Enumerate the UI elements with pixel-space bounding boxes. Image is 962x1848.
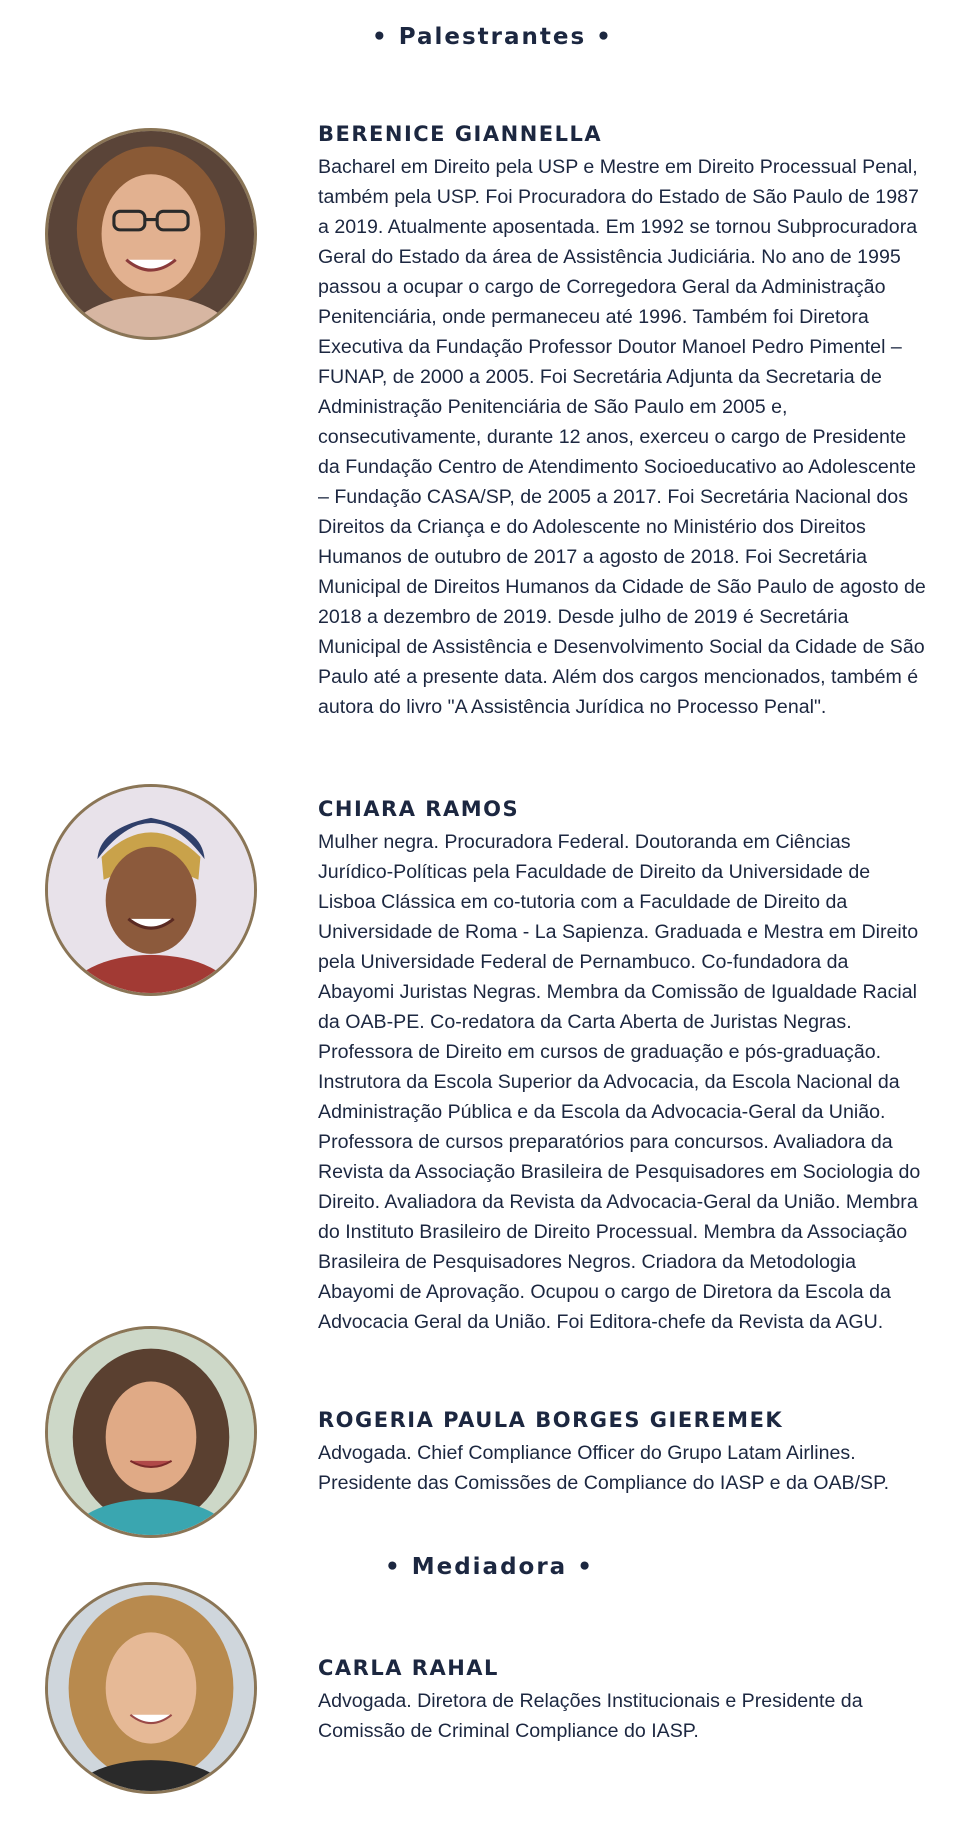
- speaker-description: Bacharel em Direito pela USP e Mestre em Direito Processual Penal, também pela USP. Foi Procuradora do Estado de São Paulo de 1987 a 2019. Atualmente aposentada. Em 1992 se tornou Subprocuradora Geral do Estado da área de Assistência Judiciária. No ano de 1995 passou a ocupar o cargo de Corregedora Geral da Administração Penitenciária, onde permaneceu até 1996. Também foi Diretora Executiva da Fundação Professor Doutor Manoel Pedro Pimentel – FUNAP, de 2000 a 2005. Foi Secretária Adjunta da Secretaria de Administração Penitenciária de São Paulo em 2005 e, consecutivamente, durante 12 anos, exerceu o cargo de Presidente da Fundação Centro de Atendimento Socioeducativo ao Adolescente – Fundação CASA/SP, de 2005 a 2017. Foi Secretária Nacional dos Direitos da Criança e do Adolescente no Ministério dos Direitos Humanos de outubro de 2017 a agosto de 2018. Foi Secretária Municipal de Direitos Humanos da Cidade de São Paulo de agosto de 2018 a dezembro de 2019. Desde julho de 2019 é Secretária Municipal de Assistência e Desenvolvimento Social da Cidade de São Paulo até a presente data. Além dos cargos mencionados, também é autora do livro "A Assistência Jurídica no Processo Penal".: [318, 156, 926, 718]
- speaker-bio-rogeria: [318, 1406, 928, 1498]
- portrait-image: [48, 787, 254, 993]
- mediator-section-title: • Mediadora •: [385, 1554, 594, 1580]
- speaker-description: Advogada. Chief Compliance Officer do Grupo Latam Airlines. Presidente das Comissões de Compliance do IASP e da OAB/SP.: [318, 1442, 890, 1494]
- speaker-bio-chiara: [318, 795, 928, 1337]
- avatar-chiara-ramos: [45, 784, 257, 996]
- speaker-bio-berenice: [318, 120, 928, 722]
- speaker-name: CHIARA RAMOS: [318, 797, 520, 821]
- portrait-image: [48, 1585, 254, 1791]
- speaker-name: ROGERIA PAULA BORGES GIEREMEK: [318, 1408, 784, 1432]
- speakers-section-title: • Palestrantes •: [372, 24, 613, 50]
- avatar-rogeria-gieremek: [45, 1326, 257, 1538]
- speaker-description: Mulher negra. Procuradora Federal. Doutoranda em Ciências Jurídico-Políticas pela Faculdade de Direito da Universidade de Lisboa Clássica em co-tutoria com a Faculdade de Direito da Universidade de Roma - La Sapienza. Graduada e Mestra em Direito pela Universidade Federal de Pernambuco. Co-fundadora da Abayomi Juristas Negras. Membra da Comissão de Igualdade Racial da OAB-PE. Co-redatora da Carta Aberta de Juristas Negras. Professora de Direito em cursos de graduação e pós-graduação. Instrutora da Escola Superior da Advocacia, da Escola Nacional da Administração Pública e da Escola da Advocacia-Geral da União. Professora de cursos preparatórios para concursos. Avaliadora da Revista da Associação Brasileira de Pesquisadores em Sociologia do Direito. Avaliadora da Revista da Advocacia-Geral da União. Membra do Instituto Brasileiro de Direito Processual. Membra da Associação Brasileira de Pesquisadores Negros. Criadora da Metodologia Abayomi de Aprovação. Ocupou o cargo de Diretora da Escola da Advocacia Geral da União. Foi Editora-chefe da Revista da AGU.: [318, 831, 921, 1333]
- portrait-image: [48, 1329, 254, 1535]
- avatar-carla-rahal: [45, 1582, 257, 1794]
- avatar-berenice-giannella: [45, 128, 257, 340]
- portrait-image: [48, 131, 254, 337]
- speaker-name: BERENICE GIANNELLA: [318, 122, 603, 146]
- mediator-description: Advogada. Diretora de Relações Institucionais e Presidente da Comissão de Criminal Compliance do IASP.: [318, 1690, 863, 1742]
- mediator-name: CARLA RAHAL: [318, 1656, 499, 1680]
- mediator-bio-carla: [318, 1654, 928, 1746]
